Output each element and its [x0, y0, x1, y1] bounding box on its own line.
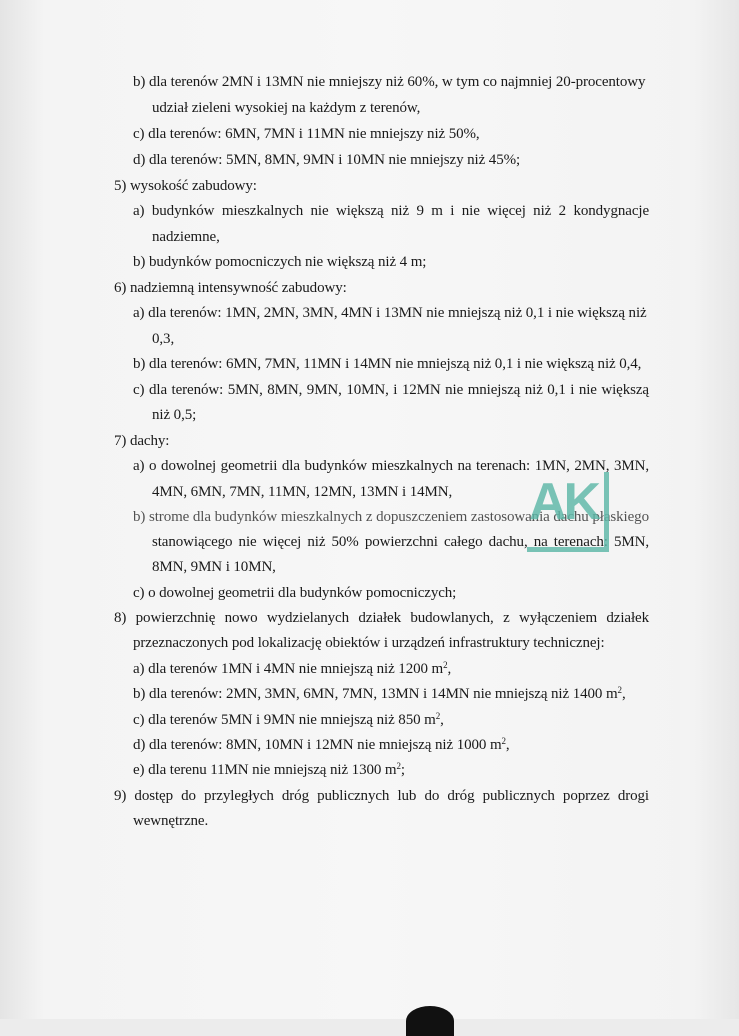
text-line: a) budynków mieszkalnych nie większą niż 9 m i nie więcej niż 2 kondygnacje [133, 203, 649, 219]
text-line: b) dla terenów: 6MN, 7MN, 11MN i 14MN nie mniejszą niż 0,1 i nie większą niż 0,4, [133, 356, 642, 372]
section-heading-6: 6) nadziemną intensywność zabudowy: [114, 280, 347, 296]
text-line: a) dla terenów: 1MN, 2MN, 3MN, 4MN i 13MN nie mniejszą niż 0,1 i nie większą niż [133, 305, 647, 321]
line-suffix: , [447, 661, 452, 677]
text-line: b) strome dla budynków mieszkalnych z dopuszczeniem zastosowania dachu płaskiego [133, 509, 649, 525]
text-line [133, 685, 626, 703]
line-text: e) dla terenu 11MN nie mniejszą niż 1300 m [133, 762, 397, 778]
text-line: b) budynków pomocniczych nie większą niż 4 m; [133, 254, 427, 270]
section-heading-8: 8) powierzchnię nowo wydzielanych działek budowlanych, z wyłączeniem działek [114, 610, 649, 626]
section-heading-5: 5) wysokość zabudowy: [114, 178, 257, 194]
scan-artifact [406, 1006, 454, 1036]
text-line: c) o dowolnej geometrii dla budynków pomocniczych; [133, 585, 457, 601]
text-line: d) dla terenów: 5MN, 8MN, 9MN i 10MN nie mniejszy niż 45%; [133, 152, 521, 168]
line-text: b) dla terenów: 2MN, 3MN, 6MN, 7MN, 13MN i 14MN nie mniejszą niż 1400 m [133, 686, 618, 702]
text-line [133, 761, 405, 779]
section-heading-7: 7) dachy: [114, 433, 170, 449]
text-line: c) dla terenów: 5MN, 8MN, 9MN, 10MN, i 12MN nie mniejszą niż 0,1 i nie większą [133, 382, 649, 398]
text-line: wewnętrzne. [133, 813, 209, 829]
text-line: niż 0,5; [152, 407, 197, 423]
line-suffix: , [440, 712, 444, 728]
superscript: 2 [443, 660, 448, 670]
superscript: 2 [617, 685, 622, 695]
text-line [133, 660, 451, 678]
text-line [133, 736, 510, 754]
line-text: c) dla terenów 5MN i 9MN nie mniejszą niż 850 m [133, 712, 436, 728]
superscript: 2 [396, 761, 401, 771]
text-line: a) o dowolnej geometrii dla budynków mieszkalnych na terenach: 1MN, 2MN, 3MN, [133, 458, 649, 474]
text-line: 0,3, [152, 331, 175, 347]
watermark-logo [527, 472, 609, 552]
line-suffix: ; [400, 762, 405, 778]
superscript: 2 [435, 711, 441, 721]
line-text: d) dla terenów: 8MN, 10MN i 12MN nie mniejszą niż 1000 m [133, 737, 502, 753]
line-text: a) dla terenów 1MN i 4MN nie mniejszą niż 1200 m [133, 661, 444, 677]
line-suffix: , [505, 737, 510, 753]
text-line: nadziemne, [152, 229, 220, 245]
text-line [133, 711, 444, 729]
text-line: 8MN, 9MN i 10MN, [152, 559, 276, 575]
text-line: b) dla terenów 2MN i 13MN nie mniejszy niż 60%, w tym co najmniej 20-procentowy [133, 74, 646, 90]
text-line: udział zieleni wysokiej na każdym z terenów, [152, 100, 421, 116]
text-line: przeznaczonych pod lokalizację obiektów i urządzeń infrastruktury technicznej: [133, 635, 605, 651]
watermark-text: AK [529, 473, 599, 531]
superscript: 2 [501, 736, 506, 746]
text-line: 4MN, 6MN, 7MN, 11MN, 12MN, 13MN i 14MN, [152, 484, 453, 500]
text-line: stanowiącego nie więcej niż 50% powierzchni całego dachu, na terenach: 5MN, [152, 534, 649, 550]
line-suffix: , [621, 686, 626, 702]
text-line: c) dla terenów: 6MN, 7MN i 11MN nie mniejszy niż 50%, [133, 126, 480, 142]
section-heading-9: 9) dostęp do przyległych dróg publicznych lub do dróg publicznych poprzez drogi [114, 788, 649, 804]
